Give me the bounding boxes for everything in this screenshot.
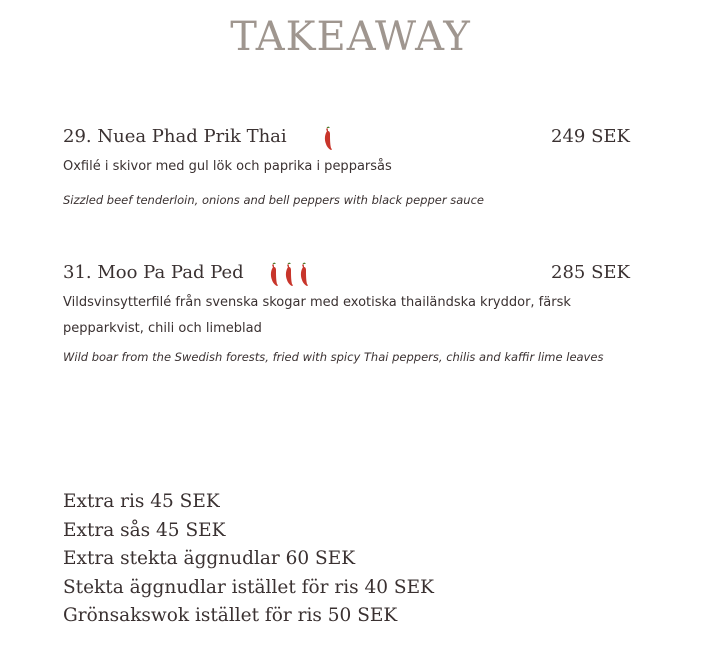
spice-level xyxy=(322,126,334,154)
menu-item-name: 29. Nuea Phad Prik Thai xyxy=(63,126,287,147)
chili-pepper-icon xyxy=(298,262,310,288)
extras-item: Extra ris 45 SEK xyxy=(63,491,220,512)
chili-pepper-icon xyxy=(283,262,295,288)
extras-item: Stekta äggnudlar istället för ris 40 SEK xyxy=(63,576,434,598)
chili-pepper-icon xyxy=(322,126,334,152)
page-title: TAKEAWAY xyxy=(230,14,471,60)
menu-item-price: 249 SEK xyxy=(551,126,630,147)
chili-pepper-icon xyxy=(268,262,280,288)
menu-item-description-en: Wild boar from the Swedish forests, fried with spicy Thai peppers, chilis and kaffir lime leaves xyxy=(63,350,604,364)
menu-item-nuea-phad-prik-thai xyxy=(63,126,663,211)
extras-item: Grönsakswok istället för ris 50 SEK xyxy=(63,605,398,626)
extras-list xyxy=(63,488,434,631)
spice-level xyxy=(268,262,310,290)
menu-item-description-sv: Oxfilé i skivor med gul lök och paprika i pepparsås xyxy=(63,159,392,174)
menu-item-description-en: Sizzled beef tenderloin, onions and bell peppers with black pepper sauce xyxy=(63,193,484,207)
menu-item-name: 31. Moo Pa Pad Ped xyxy=(63,262,244,283)
menu-item-price: 285 SEK xyxy=(551,262,630,283)
extras-item: Extra stekta äggnudlar 60 SEK xyxy=(63,548,356,569)
menu-item-header xyxy=(63,262,663,290)
menu-item-header xyxy=(63,126,663,154)
extras-item: Extra sås 45 SEK xyxy=(63,519,226,541)
menu-item-moo-pa-pad-ped xyxy=(63,262,663,368)
menu-item-description-sv: Vildsvinsytterfilé från svenska skogar med exotiska thailändska kryddor, färsk pepparkvist, chili och limeblad xyxy=(63,295,571,336)
